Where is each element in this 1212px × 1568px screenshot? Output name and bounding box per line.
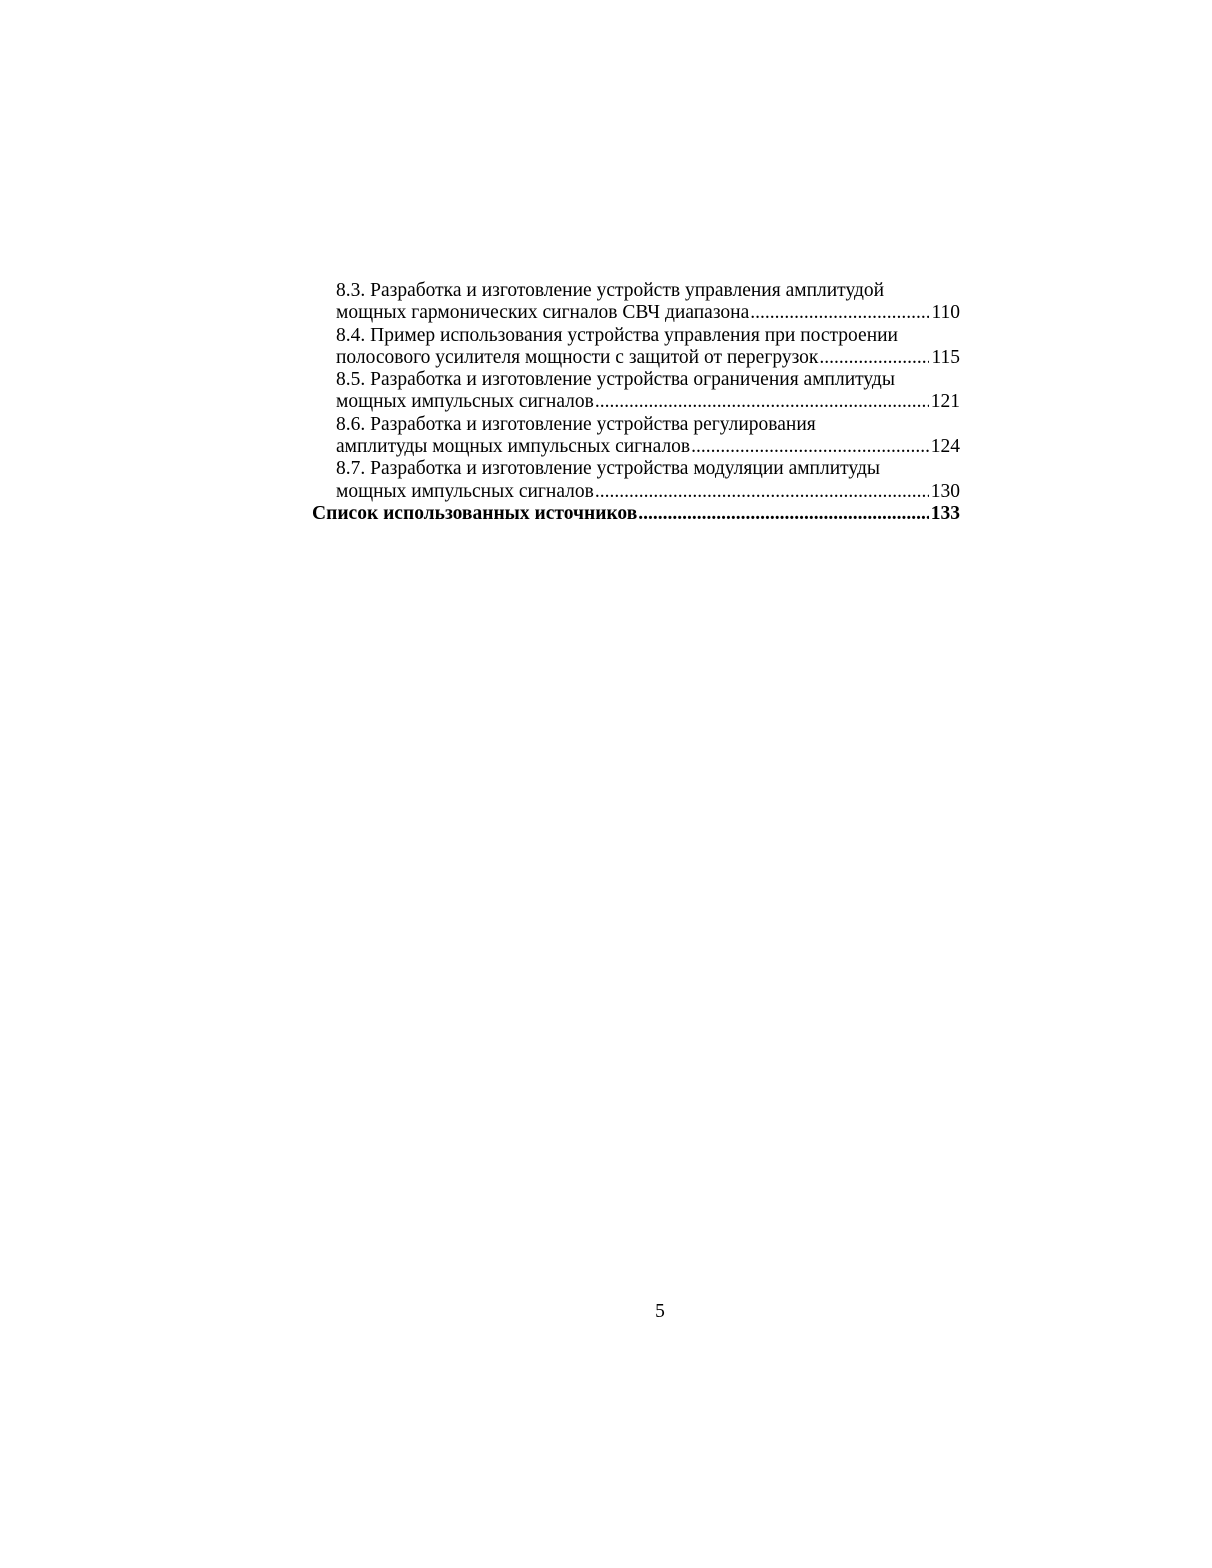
toc-entry-title: 8.4. Пример использования устройства управления при построении	[336, 324, 898, 346]
dot-leader	[595, 391, 929, 413]
toc-entry-title: 8.3. Разработка и изготовление устройств управления амплитудой	[336, 280, 885, 301]
toc-entry-8-5[interactable]	[312, 369, 960, 414]
toc-entry-page: 110	[931, 302, 960, 324]
toc-entry-title-continued: мощных импульсных сигналов	[336, 480, 594, 502]
toc-entry-title: 8.6. Разработка и изготовление устройства регулирования	[336, 413, 816, 435]
toc-entry-references[interactable]	[312, 503, 960, 525]
toc-entry-page: 130	[930, 480, 960, 502]
dot-leader	[691, 436, 929, 458]
toc-entry-title: Список использованных источников	[312, 502, 638, 524]
toc-entry-8-6[interactable]	[312, 414, 960, 459]
toc-entry-8-4[interactable]	[312, 325, 960, 370]
toc-entry-8-3[interactable]	[312, 280, 960, 325]
toc-entry-title-continued: мощных гармонических сигналов СВЧ диапазона	[336, 302, 750, 324]
toc-entry-title: 8.7. Разработка и изготовление устройства модуляции амплитуды	[336, 458, 880, 480]
toc-entry-title-continued: амплитуды мощных импульсных сигналов	[336, 436, 691, 458]
dot-leader	[595, 481, 929, 503]
toc-entry-page: 115	[931, 346, 960, 368]
toc-entry-title: 8.5. Разработка и изготовление устройства ограничения амплитуды	[336, 369, 895, 391]
toc-entry-title-continued: мощных импульсных сигналов	[336, 391, 594, 413]
table-of-contents	[312, 280, 960, 525]
toc-entry-8-7[interactable]	[312, 458, 960, 503]
dot-leader	[750, 302, 929, 324]
toc-entry-page: 121	[930, 391, 960, 413]
toc-entry-page: 133	[930, 502, 960, 524]
toc-entry-title-continued: полосового усилителя мощности с защитой от перегрузок	[336, 346, 819, 368]
toc-entry-page: 124	[930, 436, 960, 458]
page-number: 5	[655, 1301, 665, 1322]
dot-leader	[638, 503, 929, 525]
dot-leader	[819, 347, 929, 369]
